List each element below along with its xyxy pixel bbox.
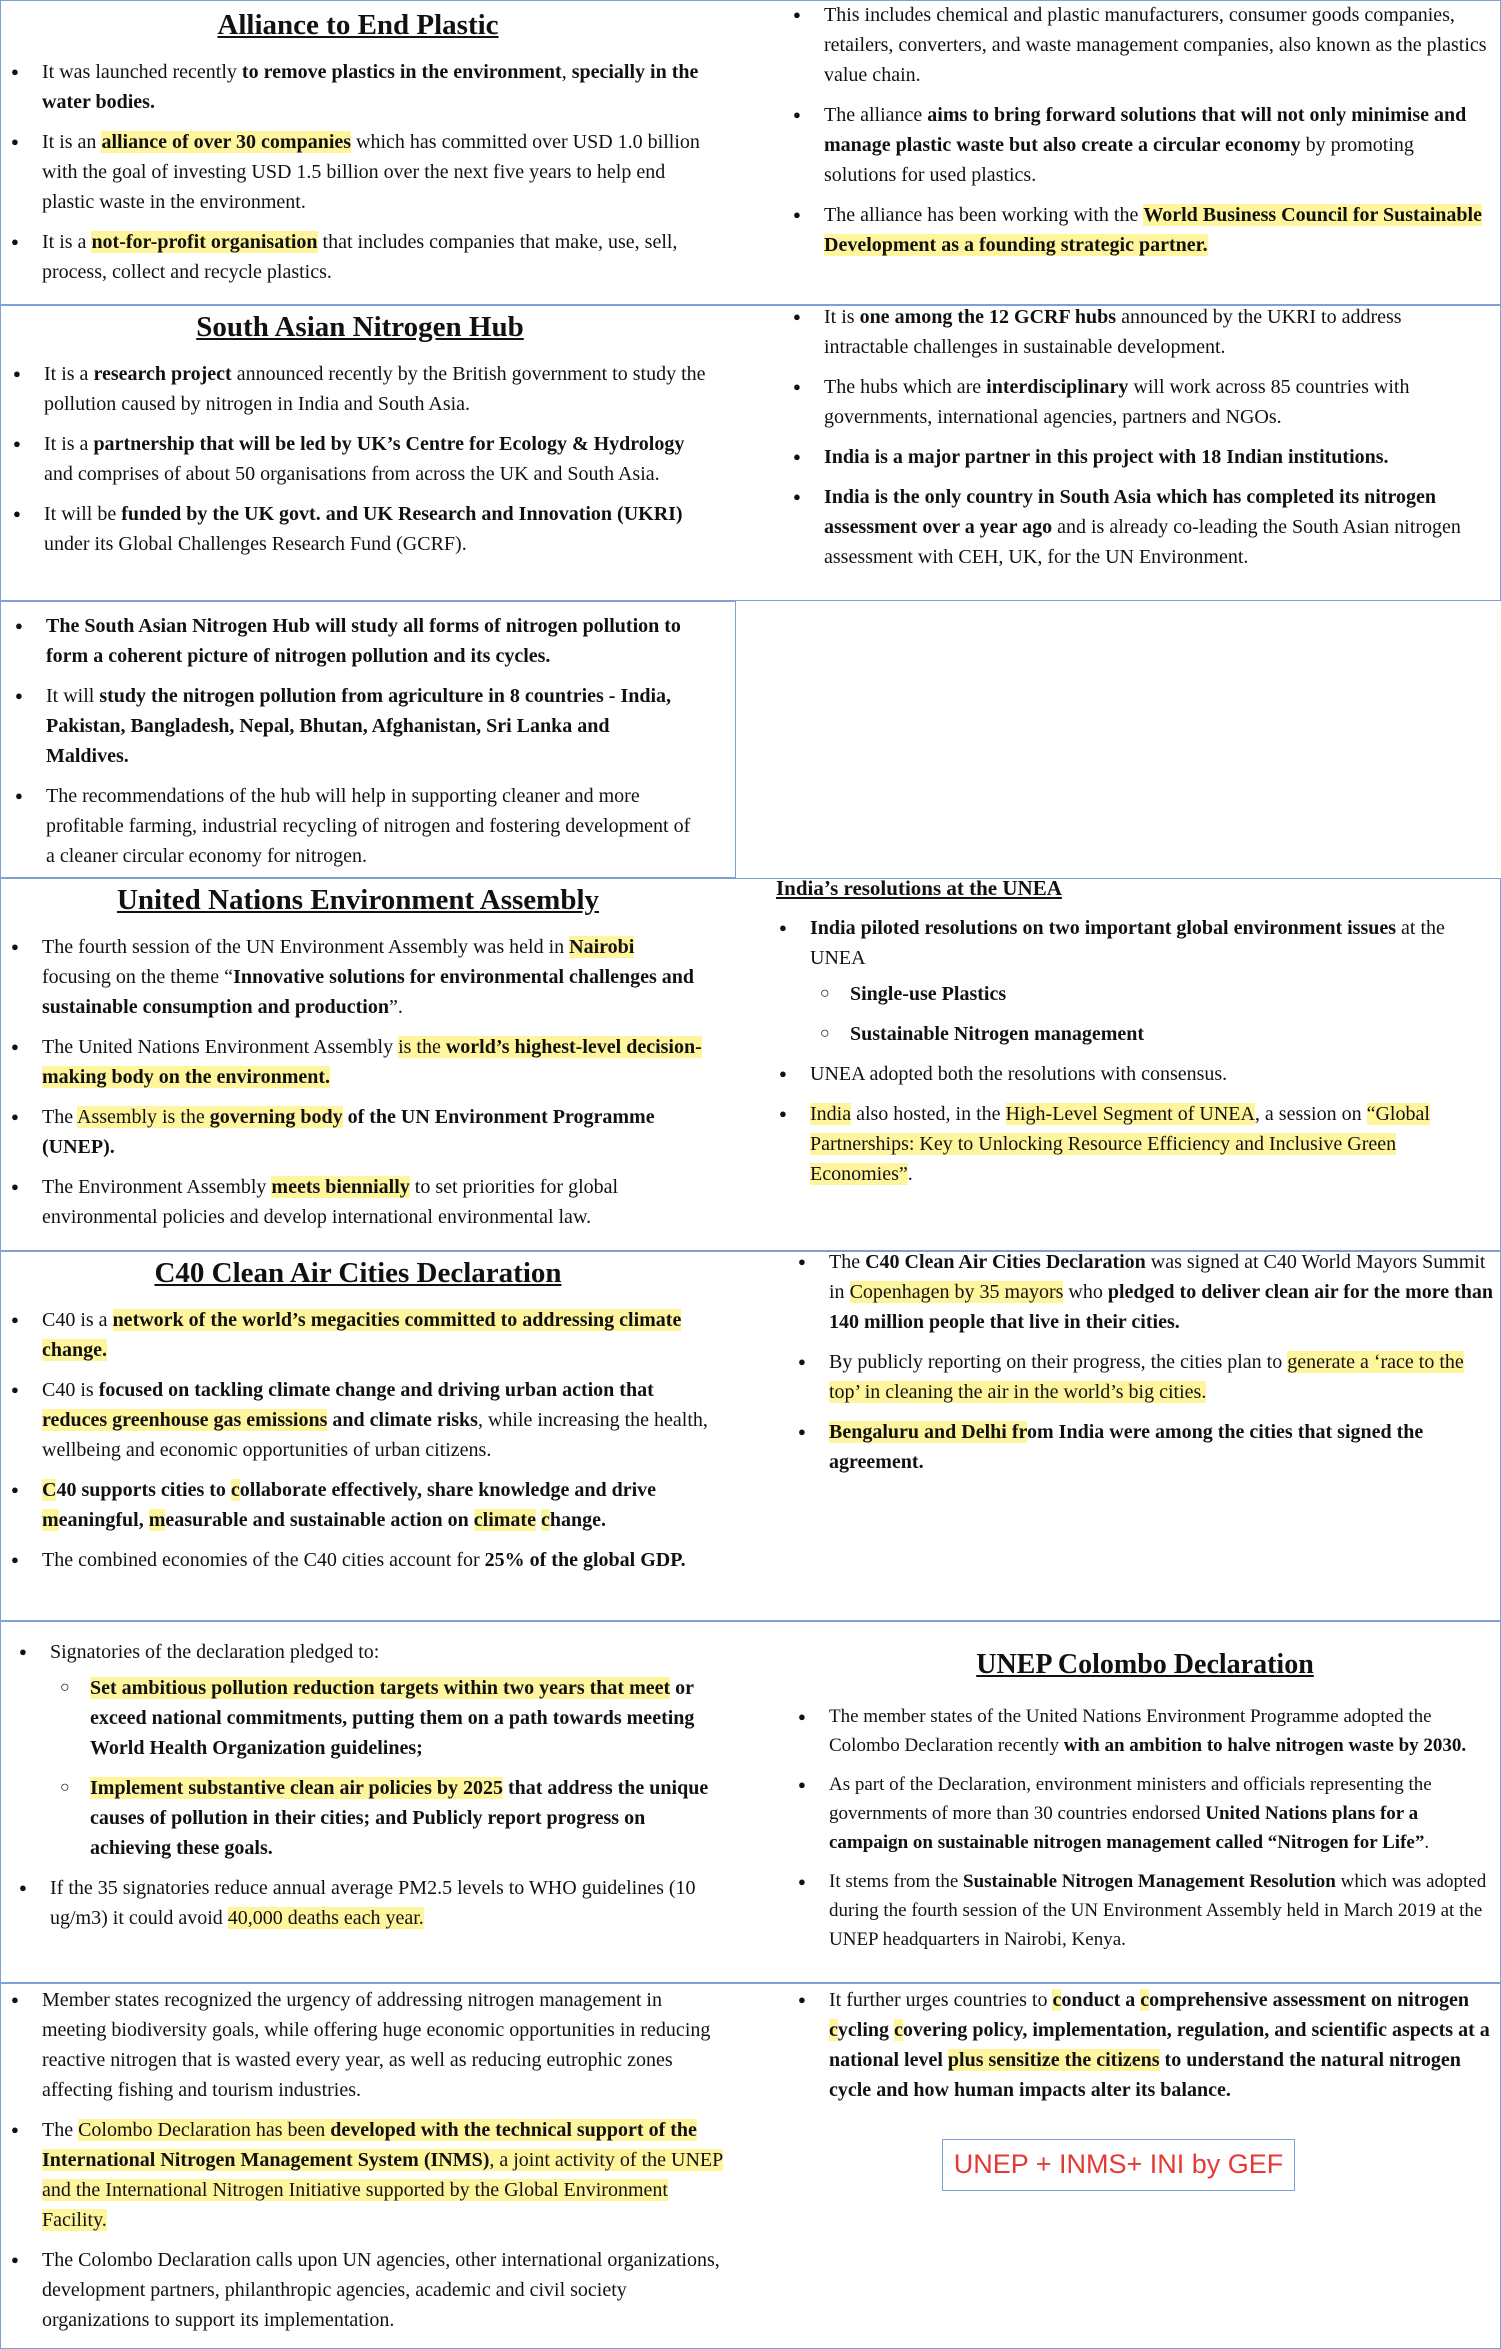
nitrogen-hub-right-column [790, 302, 1490, 582]
colombo-bullet-1: ● The member states of the United Nations Environment Programme adopted the Colombo Declaration recently with an ambition to halve nitrogen waste by 2030. [829, 1702, 1495, 1760]
colombo-right-column [795, 1985, 1495, 2115]
nitrogen-hub-bullet-8: ● The South Asian Nitrogen Hub will study all forms of nitrogen pollution to form a coherent picture of nitrogen pollution and its cycles. [46, 611, 692, 671]
c40-bullet-9: ● If the 35 signatories reduce annual average PM2.5 levels to WHO guidelines (10 ug/m3) it could avoid 40,000 deaths each year. [50, 1873, 726, 1933]
nitrogen-hub-bullet-10: ● The recommendations of the hub will help in supporting cleaner and more profitable farming, industrial recycling of nitrogen and fostering development of a cleaner circular economy for nitrogen. [46, 781, 692, 871]
c40-bullet-6: ● By publicly reporting on their progress, the cities plan to generate a ‘race to the top’ in cleaning the air in the world’s big cities. [829, 1347, 1495, 1407]
colombo-bullet-4: ● Member states recognized the urgency of addressing nitrogen management in meeting biodiversity goals, while offering huge economic opportunities in reducing reactive nitrogen that is wasted every year, as well as reducing eutrophic zones affecting fishing and tourism industries. [42, 1985, 728, 2105]
unea-resolution-1: ● India piloted resolutions on two important global environment issues at the UNEA ○ Single-use Plastics ○ Sustainable Nitrogen management [810, 913, 1490, 1049]
unea-bullet-1: ● The fourth session of the UN Environment Assembly was held in Nairobi focusing on the theme “Innovative solutions for environmental challenges and sustainable consumption and production”. [42, 932, 708, 1022]
c40-bullet-3: ● C40 supports cities to collaborate effectively, share knowledge and drive meaningful, measurable and sustainable action on climate change. [42, 1475, 708, 1535]
c40-bullet-4: ● The combined economies of the C40 cities account for 25% of the global GDP. [42, 1545, 708, 1575]
unea-bullet-4: ● The Environment Assembly meets biennially to set priorities for global environmental policies and develop international environmental law. [42, 1172, 708, 1232]
nitrogen-hub-bullet-6: ● India is a major partner in this project with 18 Indian institutions. [824, 442, 1490, 472]
colombo-title: UNEP Colombo Declaration [976, 1649, 1314, 1680]
nitrogen-hub-title: South Asian Nitrogen Hub [196, 311, 524, 343]
colombo-bullet-3: ● It stems from the Sustainable Nitrogen Management Resolution which was adopted during the fourth session of the UN Environment Assembly held in March 2019 at the UNEP headquarters in Nairobi, Kenya. [829, 1867, 1495, 1954]
colombo-note-box: UNEP + INMS+ INI by GEF [942, 2139, 1295, 2191]
colombo-left-column [8, 1985, 728, 2345]
c40-pledge-2: ○ Implement substantive clean air policies by 2025 that address the unique causes of pollution in their cities; and Publicly report progress on achieving these goals. [90, 1773, 726, 1863]
unea-resolution-3: ● India also hosted, in the High-Level Segment of UNEA, a session on “Global Partnerships: Key to Unlocking Resource Efficiency and Inclusive Green Economies”. [810, 1099, 1490, 1189]
colombo-bullet-5: ● The Colombo Declaration has been developed with the technical support of the International Nitrogen Management System (INMS), a joint activity of the UNEP and the International Nitrogen Initiative supported by the Global Environment Facility. [42, 2115, 728, 2235]
unea-resolution-sub-1: ○ Single-use Plastics [850, 979, 1490, 1009]
alliance-title: Alliance to End Plastic [217, 9, 499, 41]
unea-resolutions-title: India’s resolutions at the UNEA [776, 876, 1062, 900]
unea-title: United Nations Environment Assembly [116, 884, 600, 916]
nitrogen-hub-bullet-4: ● It is one among the 12 GCRF hubs announced by the UKRI to address intractable challenges in sustainable development. [824, 302, 1490, 362]
nitrogen-hub-bullet-7: ● India is the only country in South Asia which has completed its nitrogen assessment over a year ago and is already co-leading the South Asian nitrogen assessment with CEH, UK, for the UN Environment. [824, 482, 1490, 572]
alliance-bullet-3: ● It is a not-for-profit organisation that includes companies that make, use, sell, process, collect and recycle plastics. [42, 227, 708, 287]
colombo-bullet-7: ● It further urges countries to conduct a comprehensive assessment on nitrogen cycling covering policy, implementation, regulation, and scientific aspects at a national level plus sensitize the citizens to understand the natural nitrogen cycle and how human impacts alter its balance. [829, 1985, 1495, 2105]
c40-pledges-column [16, 1637, 726, 1943]
unea-right-column [776, 876, 1490, 1199]
unea-resolution-sub-2: ○ Sustainable Nitrogen management [850, 1019, 1490, 1049]
c40-bullet-8: ● Signatories of the declaration pledged to: ○ Set ambitious pollution reduction targets within two years that meet or exceed national commitments, putting them on a path towards meeting World Health Organization guidelines; ○ Implement substantive clean air policies by 2025 that address the unique causes of pollution in their cities; and Publicly report progress on achieving these goals. [50, 1637, 726, 1863]
nitrogen-hub-left-column [10, 310, 710, 569]
unea-left-column [8, 883, 708, 1242]
nitrogen-hub-bullet-2: ● It is a partnership that will be led by UK’s Centre for Ecology & Hydrology and comprises of about 50 organisations from across the UK and South Asia. [44, 429, 710, 489]
nitrogen-hub-bullet-9: ● It will study the nitrogen pollution from agriculture in 8 countries - India, Pakistan, Bangladesh, Nepal, Bhutan, Afghanistan, Sri Lanka and Maldives. [46, 681, 692, 771]
c40-right-column [795, 1247, 1495, 1487]
colombo-top-column [795, 1648, 1495, 1964]
alliance-bullet-4: ● This includes chemical and plastic manufacturers, consumer goods companies, retailers, converters, and waste management companies, also known as the plastics value chain. [824, 0, 1490, 90]
alliance-bullet-1: ● It was launched recently to remove plastics in the environment, specially in the water bodies. [42, 57, 708, 117]
nitrogen-hub-bullet-1: ● It is a research project announced recently by the British government to study the pollution caused by nitrogen in India and South Asia. [44, 359, 710, 419]
colombo-bullet-6: ● The Colombo Declaration calls upon UN agencies, other international organizations, development partners, philanthropic agencies, academic and civil society organizations to support its implementation. [42, 2245, 728, 2335]
nitrogen-hub-bullet-3: ● It will be funded by the UK govt. and UK Research and Innovation (UKRI) under its Global Challenges Research Fund (GCRF). [44, 499, 710, 559]
nitrogen-hub-continued-column [12, 611, 692, 881]
c40-bullet-1: ● C40 is a network of the world’s megacities committed to addressing climate change. [42, 1305, 708, 1365]
alliance-bullet-5: ● The alliance aims to bring forward solutions that will not only minimise and manage plastic waste but also create a circular economy by promoting solutions for used plastics. [824, 100, 1490, 190]
c40-bullet-7: ● Bengaluru and Delhi from India were among the cities that signed the agreement. [829, 1417, 1495, 1477]
unea-resolution-2: ● UNEA adopted both the resolutions with consensus. [810, 1059, 1490, 1089]
alliance-left-column [8, 8, 708, 297]
c40-title: C40 Clean Air Cities Declaration [154, 1257, 562, 1289]
c40-bullet-2: ● C40 is focused on tackling climate change and driving urban action that reduces greenhouse gas emissions and climate risks, while increasing the health, wellbeing and economic opportunities of urban citizens. [42, 1375, 708, 1465]
nitrogen-hub-bullet-5: ● The hubs which are interdisciplinary will work across 85 countries with governments, international agencies, partners and NGOs. [824, 372, 1490, 432]
c40-bullet-5: ● The C40 Clean Air Cities Declaration was signed at C40 World Mayors Summit in Copenhagen by 35 mayors who pledged to deliver clean air for the more than 140 million people that live in their cities. [829, 1247, 1495, 1337]
alliance-bullet-2: ● It is an alliance of over 30 companies which has committed over USD 1.0 billion with the goal of investing USD 1.5 billion over the next five years to help end plastic waste in the environment. [42, 127, 708, 217]
alliance-right-column [790, 0, 1490, 270]
c40-pledge-1: ○ Set ambitious pollution reduction targets within two years that meet or exceed national commitments, putting them on a path towards meeting World Health Organization guidelines; [90, 1673, 726, 1763]
c40-left-column [8, 1256, 708, 1585]
alliance-bullet-6: ● The alliance has been working with the World Business Council for Sustainable Development as a founding strategic partner. [824, 200, 1490, 260]
colombo-bullet-2: ● As part of the Declaration, environment ministers and officials representing the governments of more than 30 countries endorsed United Nations plans for a campaign on sustainable nitrogen management called “Nitrogen for Life”. [829, 1770, 1495, 1857]
unea-bullet-3: ● The Assembly is the governing body of the UN Environment Programme (UNEP). [42, 1102, 708, 1162]
unea-bullet-2: ● The United Nations Environment Assembly is the world’s highest-level decision-making body on the environment. [42, 1032, 708, 1092]
